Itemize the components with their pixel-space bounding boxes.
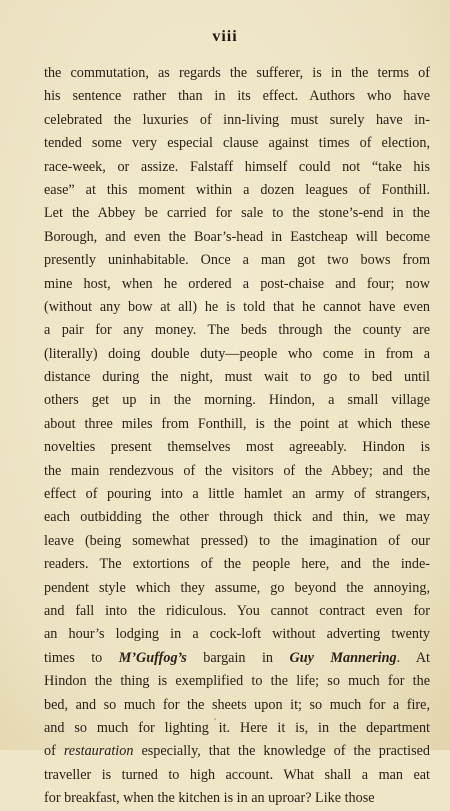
text-line: an hour’s lodging in a cock-loft without adverting twenty [44, 626, 430, 643]
text-line: each outbidding the other through thick and thin, we may [44, 509, 430, 526]
text-line: the main rendezvous of the visitors of the Abbey; and the [44, 462, 430, 479]
text-line: Let the Abbey be carried for sale to the stone’s-end in the [44, 205, 430, 222]
text-line: novelties present themselves most agreeably. Hindon is [44, 439, 430, 456]
text-line: pendent style which they assume, go beyond the annoying, [44, 579, 430, 596]
italic-name-mguffog: M’Guffog’s [118, 649, 187, 666]
text-line: and fall into the ridiculous. You cannot contract even for [44, 602, 430, 619]
text-line: his sentence rather than in its effect. Authors who have [44, 88, 430, 105]
text-line: about three miles from Fonthill, is the point at which these [44, 415, 430, 432]
text-line: readers. The extortions of the people here, and the inde- [44, 556, 430, 573]
text-line: mine host, when he ordered a post-chaise and four; now [44, 275, 430, 292]
italic-word-restauration: restauration [63, 743, 134, 760]
line-segment: . At [396, 649, 431, 666]
text-line: the commutation, as regards the sufferer, is in the terms of [44, 65, 430, 81]
text-line: (without any bow at all) he is told that he cannot have even [44, 298, 430, 315]
text-line: tended some very especial clause against times of election, [44, 135, 430, 152]
text-line: traveller is turned to high account. What shall a man eat [44, 766, 430, 783]
body-text [44, 62, 430, 811]
text-line: a pair for any money. The beds through the county are [44, 322, 430, 339]
text-line: distance during the night, must wait to go to bed until [44, 369, 430, 386]
line-segment: times to [44, 649, 119, 666]
text-line: Borough, and even the Boar’s-head in Eastcheap will become [44, 228, 430, 245]
text-line: bed, and so much for the sheets upon it; so much for a fire, [44, 696, 430, 713]
text-line: (literally) doing double duty—people who come in from a [44, 345, 430, 362]
text-line-with-italics [44, 647, 430, 670]
text-line: presently uninhabitable. Once a man got two bows from [44, 252, 430, 269]
text-line: celebrated the luxuries of inn-living must surely have in- [44, 111, 430, 128]
text-line: others get up in the morning. Hindon, a small village [44, 392, 430, 409]
page-number: viii [212, 28, 238, 45]
text-line-with-italics [44, 740, 430, 763]
text-line: leave (being somewhat pressed) to the imagination of our [44, 532, 430, 549]
text-line: for breakfast, when the kitchen is in an uproar? Like those [44, 790, 375, 807]
paper-fleck [214, 718, 216, 720]
text-line: and so much for lighting it. Here it is, in the department [44, 719, 430, 736]
text-line: effect of pouring into a little hamlet an army of strangers, [44, 486, 430, 503]
line-segment: bargain in [186, 649, 290, 666]
line-segment: especially, that the knowledge of the practised [133, 743, 430, 760]
text-line: Hindon the thing is exemplified to the life; so much for the [44, 673, 430, 690]
text-line: race-week, or assize. Falstaff himself could not “take his [44, 158, 430, 175]
line-segment: of [44, 743, 64, 760]
text-line: ease” at this moment within a dozen leagues of Fonthill. [44, 181, 430, 198]
italic-title-guy-mannering: Guy Mannering [289, 649, 397, 666]
